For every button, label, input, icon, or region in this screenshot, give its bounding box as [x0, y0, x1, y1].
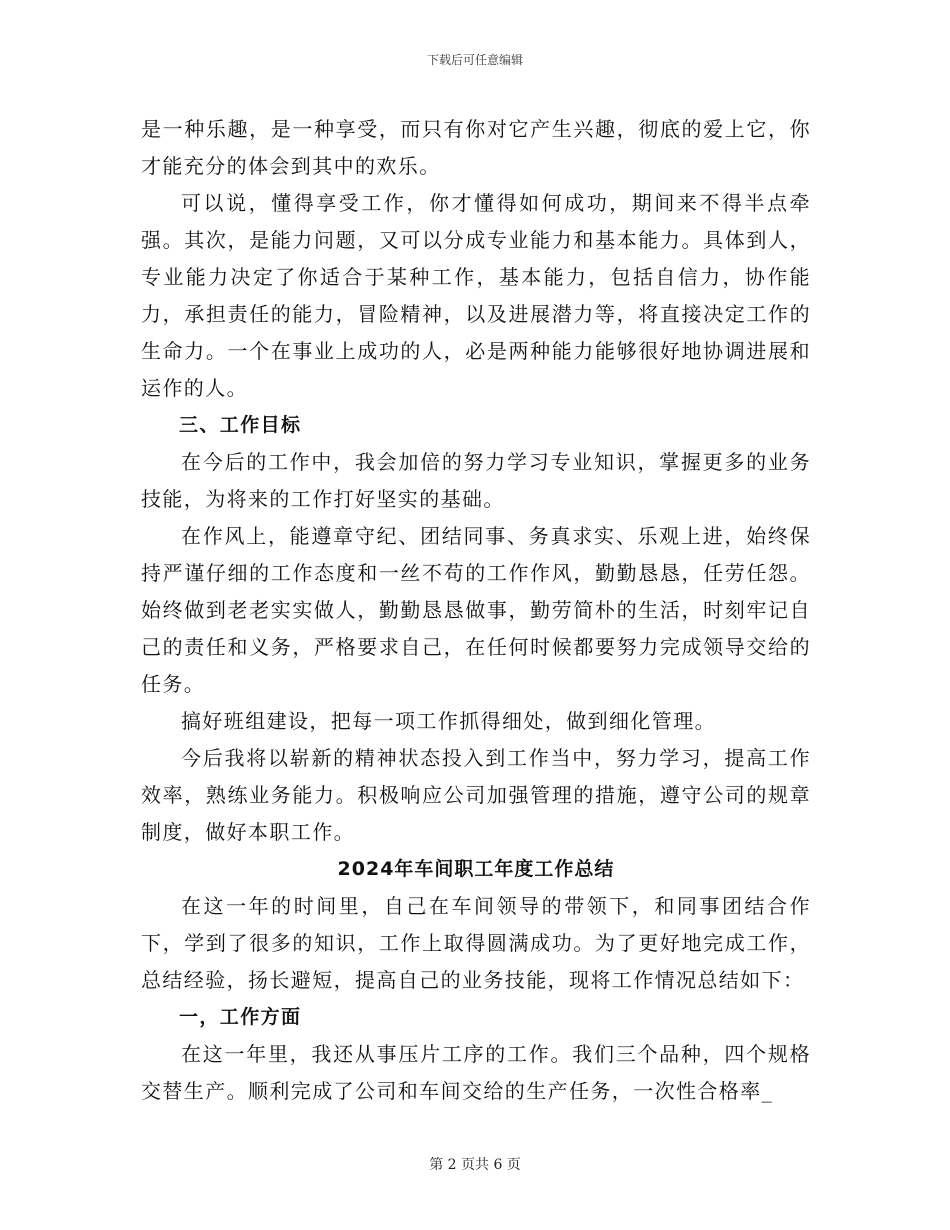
section-heading-work: 一，工作方面	[179, 1006, 302, 1028]
document-body	[141, 111, 811, 1110]
paragraph-future: 今后我将以崭新的精神状态投入到工作当中，努力学习，提高工作效率，熟练业务能力。积极响应公司加强管理的措施，遵守公司的规章制度，做好本职工作。	[141, 746, 811, 844]
section-heading-goals: 三、工作目标	[179, 414, 302, 436]
page-header: 下载后可任意编辑	[426, 53, 523, 67]
paragraph-work: 在这一年里，我还从事压片工序的工作。我们三个品种，四个规格交替生产。顺利完成了公司和车间交给的生产任务，一次性合格率_	[141, 1042, 811, 1103]
paragraph-intro: 在这一年的时间里，自己在车间领导的带领下，和同事团结合作下，学到了很多的知识，工作上取得圆满成功。为了更好地完成工作，总结经验，扬长避短，提高自己的业务技能，现将工作情况总结如下：	[141, 894, 811, 992]
paragraph-team: 搞好班组建设，把每一项工作抓得细处，做到细化管理。	[181, 709, 716, 733]
paragraph-continuation: 是一种乐趣，是一种享受，而只有你对它产生兴趣，彻底的爱上它，你才能充分的体会到其中的欢乐。	[141, 117, 811, 178]
paragraph-style: 在作风上，能遵章守纪、团结同事、务真求实、乐观上进，始终保持严谨仔细的工作态度和一丝不苟的工作作风，勤勤恳恳，任劳任怨。始终做到老老实实做人，勤勤恳恳做事，勤劳简朴的生活，时刻牢记自己的责任和义务，严格要求自己，在任何时候都要努力完成领导交给的任务。	[141, 524, 811, 696]
page-footer: 第 2 页共 6 页	[429, 1157, 521, 1173]
paragraph-ability: 可以说，懂得享受工作，你才懂得如何成功，期间来不得半点牵强。其次，是能力问题，又可以分成专业能力和基本能力。具体到人，专业能力决定了你适合于某种工作，基本能力，包括自信力，协作能力，承担责任的能力，冒险精神，以及进展潜力等，将直接决定工作的生命力。一个在事业上成功的人，必是两种能力能够很好地协调进展和运作的人。	[141, 191, 811, 400]
paragraph-study: 在今后的工作中，我会加倍的努力学习专业知识，掌握更多的业务技能，为将来的工作打好坚实的基础。	[141, 450, 811, 511]
document-title: 2024年车间职工年度工作总结	[337, 858, 615, 880]
